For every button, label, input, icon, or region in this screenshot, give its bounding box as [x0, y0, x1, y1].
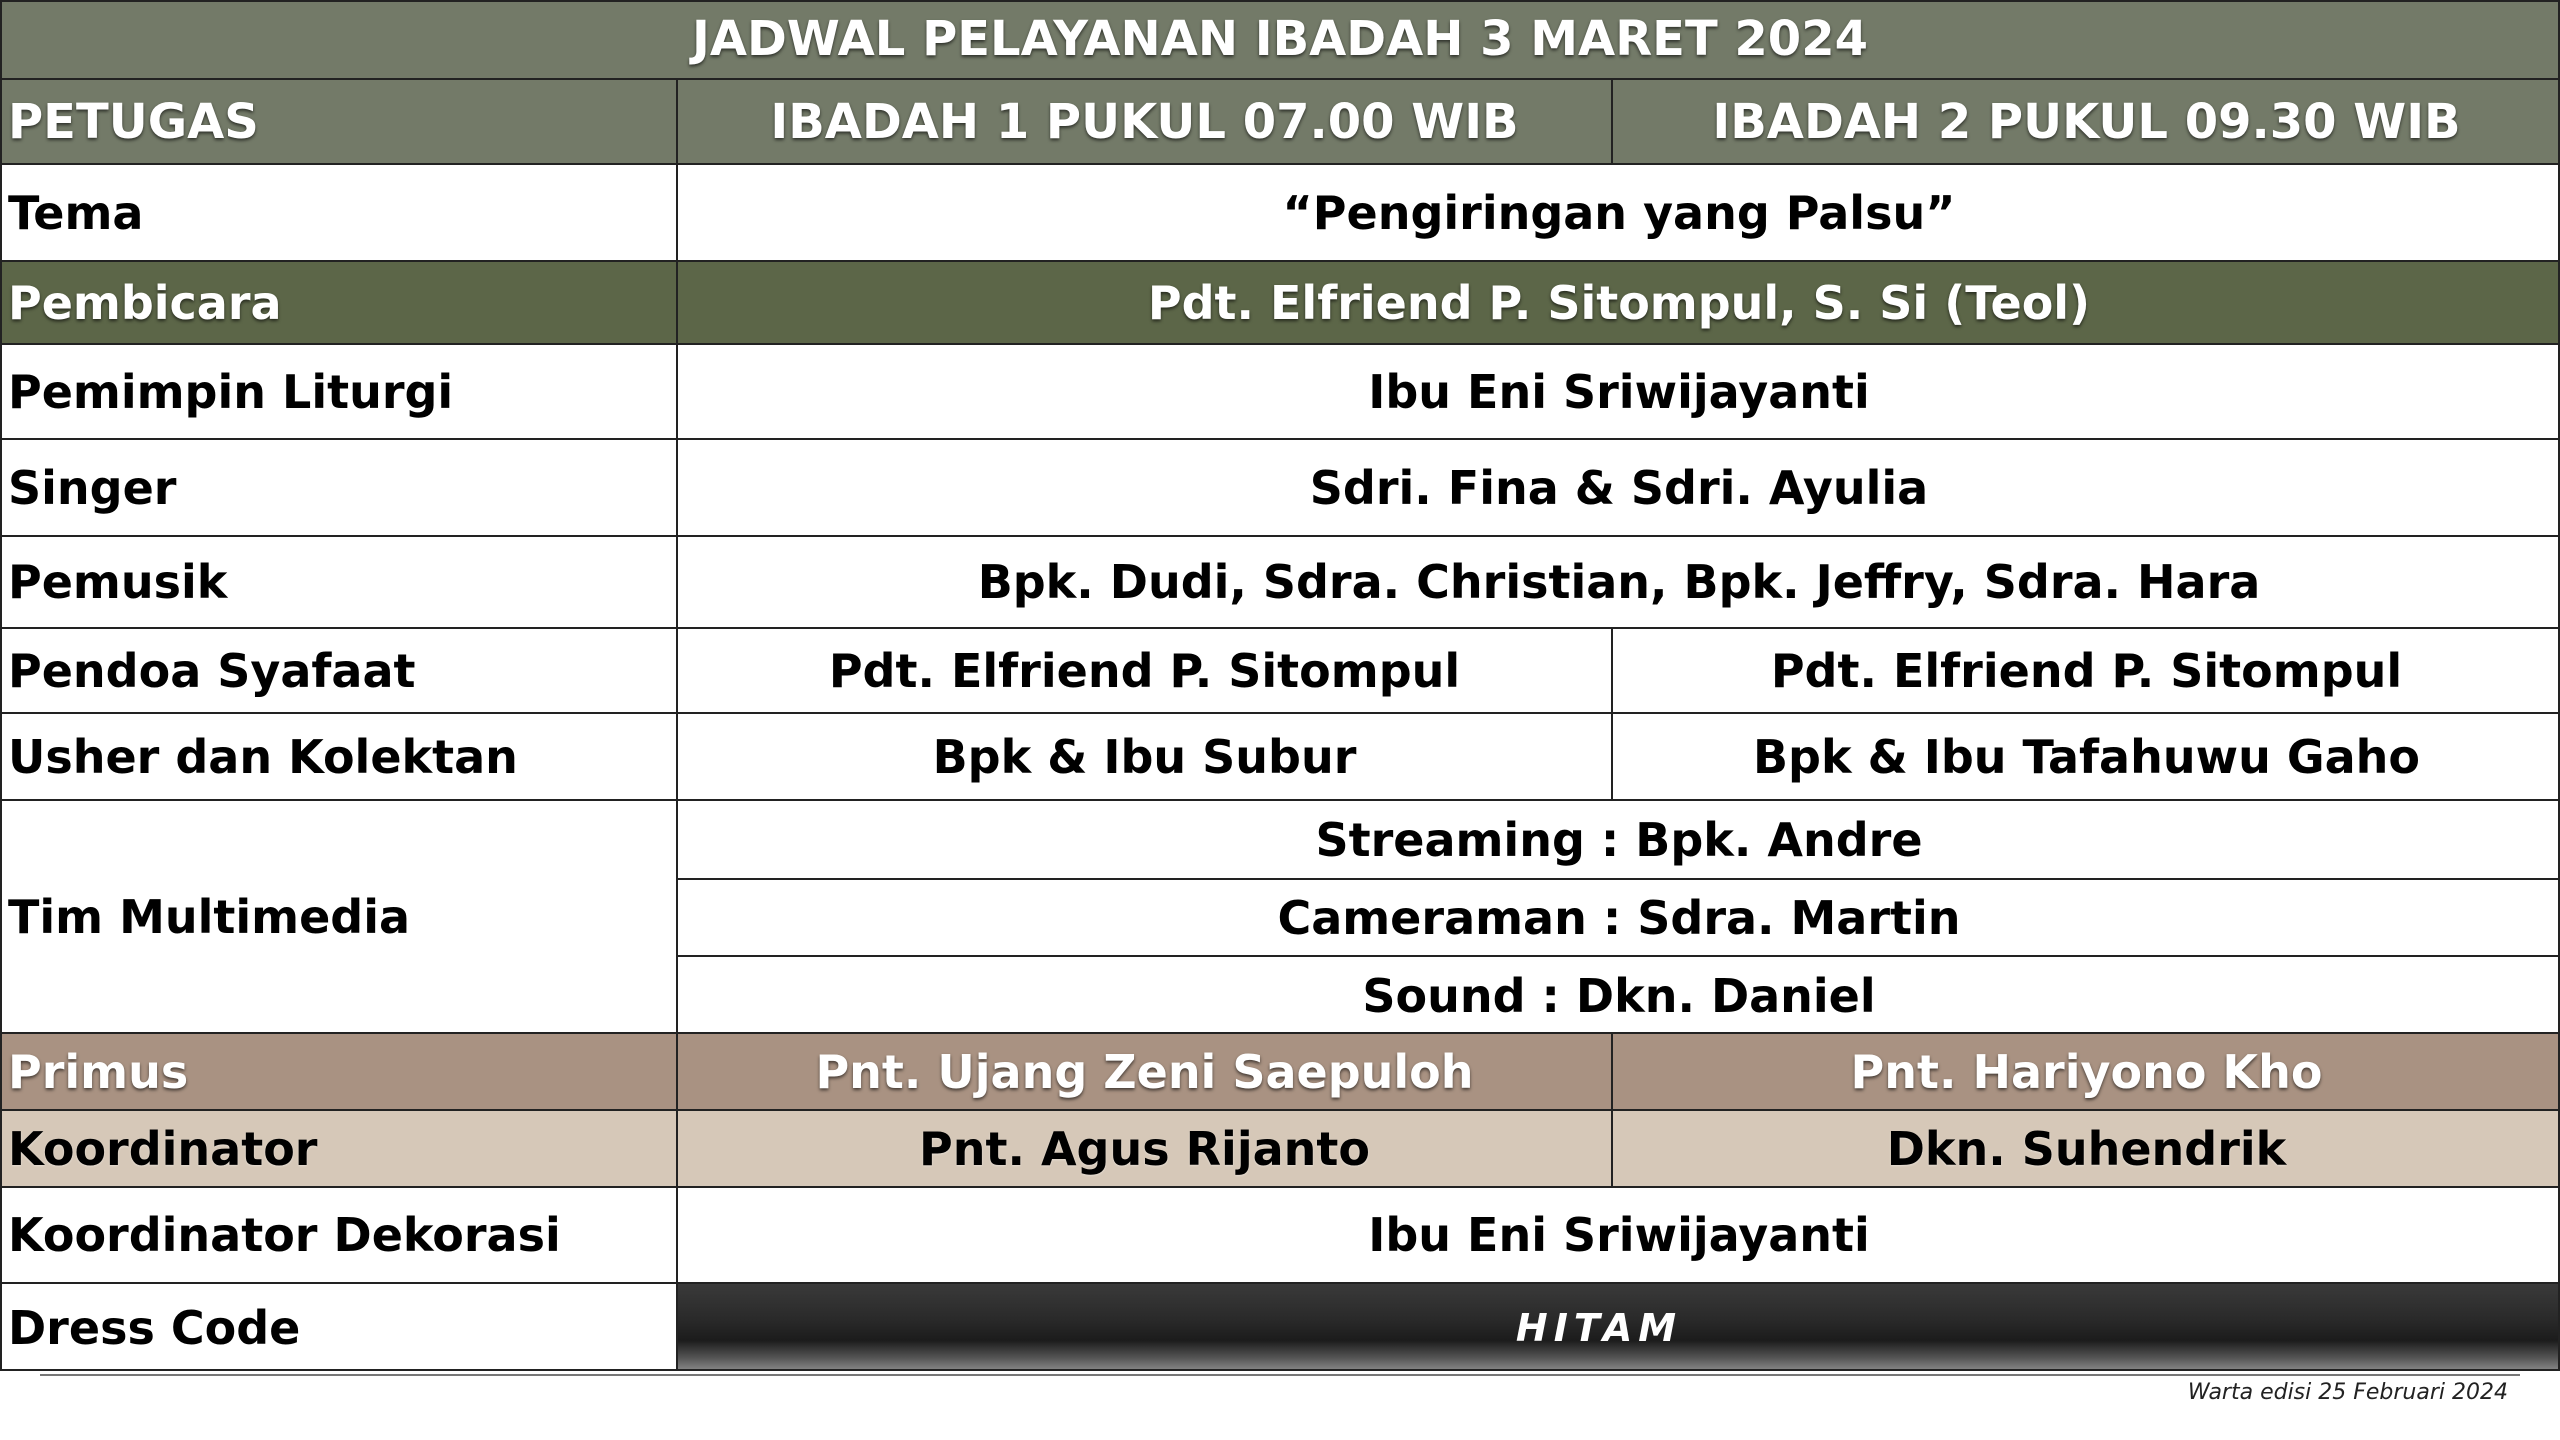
multimedia-cameraman: Cameraman : Sdra. Martin: [678, 878, 2560, 955]
value-pendoa-syafaat-ibadah-2: Pdt. Elfriend P. Sitompul: [1611, 629, 2560, 712]
row-koordinator-dekorasi: [0, 1186, 2560, 1282]
label-dress-code: Dress Code: [8, 1300, 301, 1355]
value-singer: Sdri. Fina & Sdri. Ayulia: [676, 440, 2560, 535]
row-primus: [0, 1032, 2560, 1109]
label-usher-kolektan: Usher dan Kolektan: [8, 729, 518, 784]
row-pendoa-syafaat: [0, 627, 2560, 712]
label-pembicara: Pembicara: [8, 275, 282, 330]
multimedia-sound: Sound : Dkn. Daniel: [678, 955, 2560, 1034]
value-pendoa-syafaat-ibadah-1: Pdt. Elfriend P. Sitompul: [676, 629, 1611, 712]
label-tim-multimedia: Tim Multimedia: [8, 889, 411, 944]
label-primus: Primus: [8, 1044, 189, 1099]
footer-divider: [40, 1374, 2520, 1376]
row-dress-code: [0, 1282, 2560, 1371]
row-singer: [0, 438, 2560, 535]
schedule-title-row: [0, 0, 2560, 78]
row-koordinator: [0, 1109, 2560, 1186]
value-pemimpin-liturgi: Ibu Eni Sriwijayanti: [676, 345, 2560, 438]
value-pemusik: Bpk. Dudi, Sdra. Christian, Bpk. Jeffry, Sdra. Hara: [676, 537, 2560, 627]
header-row: [0, 78, 2560, 163]
row-pemusik: [0, 535, 2560, 627]
row-tema: [0, 163, 2560, 260]
header-ibadah-1: IBADAH 1 PUKUL 07.00 WIB: [676, 80, 1611, 163]
value-koordinator-dekorasi: Ibu Eni Sriwijayanti: [676, 1188, 2560, 1282]
value-dress-code: [676, 1284, 2560, 1371]
row-tim-multimedia: [0, 799, 2560, 1032]
label-pendoa-syafaat: Pendoa Syafaat: [8, 643, 416, 698]
value-usher-ibadah-1: Bpk & Ibu Subur: [676, 714, 1611, 799]
value-koordinator-ibadah-1: Pnt. Agus Rijanto: [676, 1111, 1611, 1186]
value-usher-ibadah-2: Bpk & Ibu Tafahuwu Gaho: [1611, 714, 2560, 799]
label-singer: Singer: [8, 460, 177, 515]
value-pembicara: Pdt. Elfriend P. Sitompul, S. Si (Teol): [676, 262, 2560, 343]
value-koordinator-ibadah-2: Dkn. Suhendrik: [1611, 1111, 2560, 1186]
edition-footnote: Warta edisi 25 Februari 2024: [2187, 1380, 2508, 1405]
multimedia-streaming: Streaming : Bpk. Andre: [1315, 812, 1923, 867]
label-pemimpin-liturgi: Pemimpin Liturgi: [8, 364, 454, 419]
multimedia-list: [676, 801, 2560, 1032]
row-pemimpin-liturgi: [0, 343, 2560, 438]
value-primus-ibadah-2: Pnt. Hariyono Kho: [1611, 1034, 2560, 1109]
row-usher-kolektan: [0, 712, 2560, 799]
dress-code-text: HITAM: [1515, 1305, 1683, 1350]
header-petugas: PETUGAS: [8, 93, 259, 150]
value-tema: “Pengiringan yang Palsu”: [676, 165, 2560, 260]
value-primus-ibadah-1: Pnt. Ujang Zeni Saepuloh: [676, 1034, 1611, 1109]
header-ibadah-2: IBADAH 2 PUKUL 09.30 WIB: [1611, 80, 2560, 163]
label-tema: Tema: [8, 185, 144, 240]
label-koordinator-dekorasi: Koordinator Dekorasi: [8, 1208, 561, 1262]
schedule-title: JADWAL PELAYANAN IBADAH 3 MARET 2024: [692, 11, 1868, 67]
label-pemusik: Pemusik: [8, 555, 228, 609]
label-koordinator: Koordinator: [8, 1121, 318, 1176]
row-pembicara: [0, 260, 2560, 343]
